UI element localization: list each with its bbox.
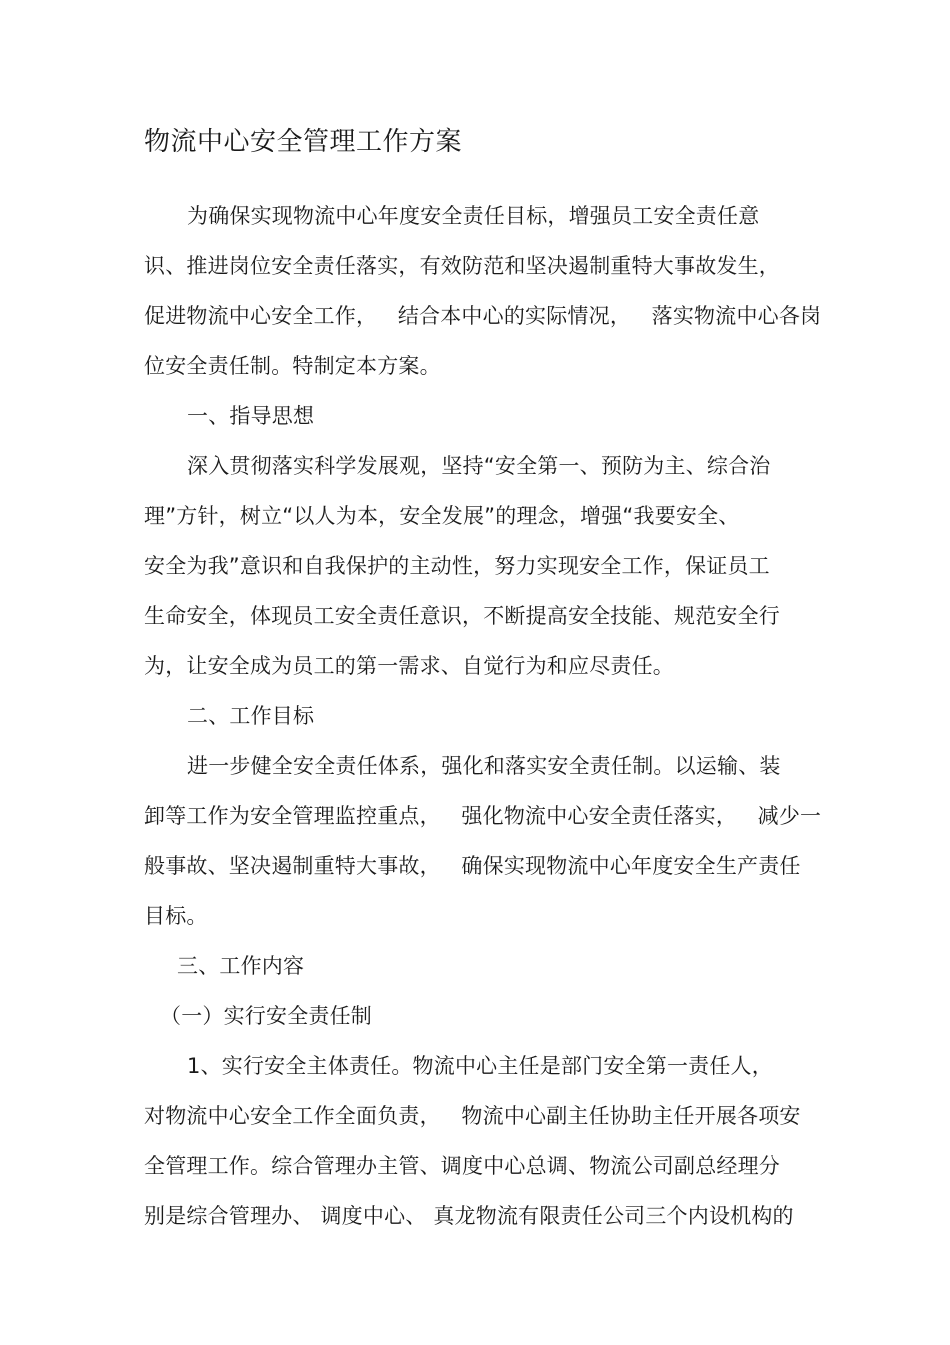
paragraph-line: 理”方针，树立“以人为本，安全发展”的理念，增强“我要安全、	[144, 504, 740, 528]
paragraph-line: 生命安全，体现员工安全责任意识，不断提高安全技能、规范安全行	[144, 604, 780, 628]
section-heading: 一、指导思想	[187, 404, 315, 428]
paragraph-line: 为，让安全成为员工的第一需求、自觉行为和应尽责任。	[144, 654, 674, 678]
section-heading: 二、工作目标	[187, 704, 315, 728]
paragraph-line: 般事故、坚决遏制重特大事故， 确保实现物流中心年度安全生产责任	[144, 854, 801, 878]
section-heading: 三、工作内容	[177, 954, 305, 978]
paragraph-line: 对物流中心安全工作全面负责， 物流中心副主任协助主任开展各项安	[144, 1104, 801, 1128]
paragraph-line: 为确保实现物流中心年度安全责任目标，增强员工安全责任意	[187, 204, 760, 228]
paragraph-line: 进一步健全安全责任体系，强化和落实安全责任制。以运输、装	[187, 754, 781, 778]
paragraph-line: 卸等工作为安全管理监控重点， 强化物流中心安全责任落实， 减少一	[144, 804, 822, 828]
document-title: 物流中心安全管理工作方案	[144, 127, 463, 157]
paragraph-line: 识、推进岗位安全责任落实，有效防范和坚决遏制重特大事故发生，	[144, 254, 780, 278]
paragraph-line: 全管理工作。综合管理办主管、调度中心总调、物流公司副总经理分	[144, 1154, 780, 1178]
paragraph-line: 位安全责任制。特制定本方案。	[144, 354, 441, 378]
paragraph-line: 目标。	[144, 904, 208, 928]
subsection-heading: （一）实行安全责任制	[160, 1004, 372, 1028]
paragraph-line: 安全为我”意识和自我保护的主动性，努力实现安全工作，保证员工	[144, 554, 770, 578]
paragraph-line: 深入贯彻落实科学发展观，坚持“安全第一、预防为主、综合治	[187, 454, 771, 478]
paragraph-line: 别是综合管理办、 调度中心、 真龙物流有限责任公司三个内设机构的	[144, 1204, 794, 1228]
paragraph-line: 1、实行安全主体责任。物流中心主任是部门安全第一责任人，	[187, 1054, 773, 1078]
paragraph-line: 促进物流中心安全工作， 结合本中心的实际情况， 落实物流中心各岗	[144, 304, 822, 328]
